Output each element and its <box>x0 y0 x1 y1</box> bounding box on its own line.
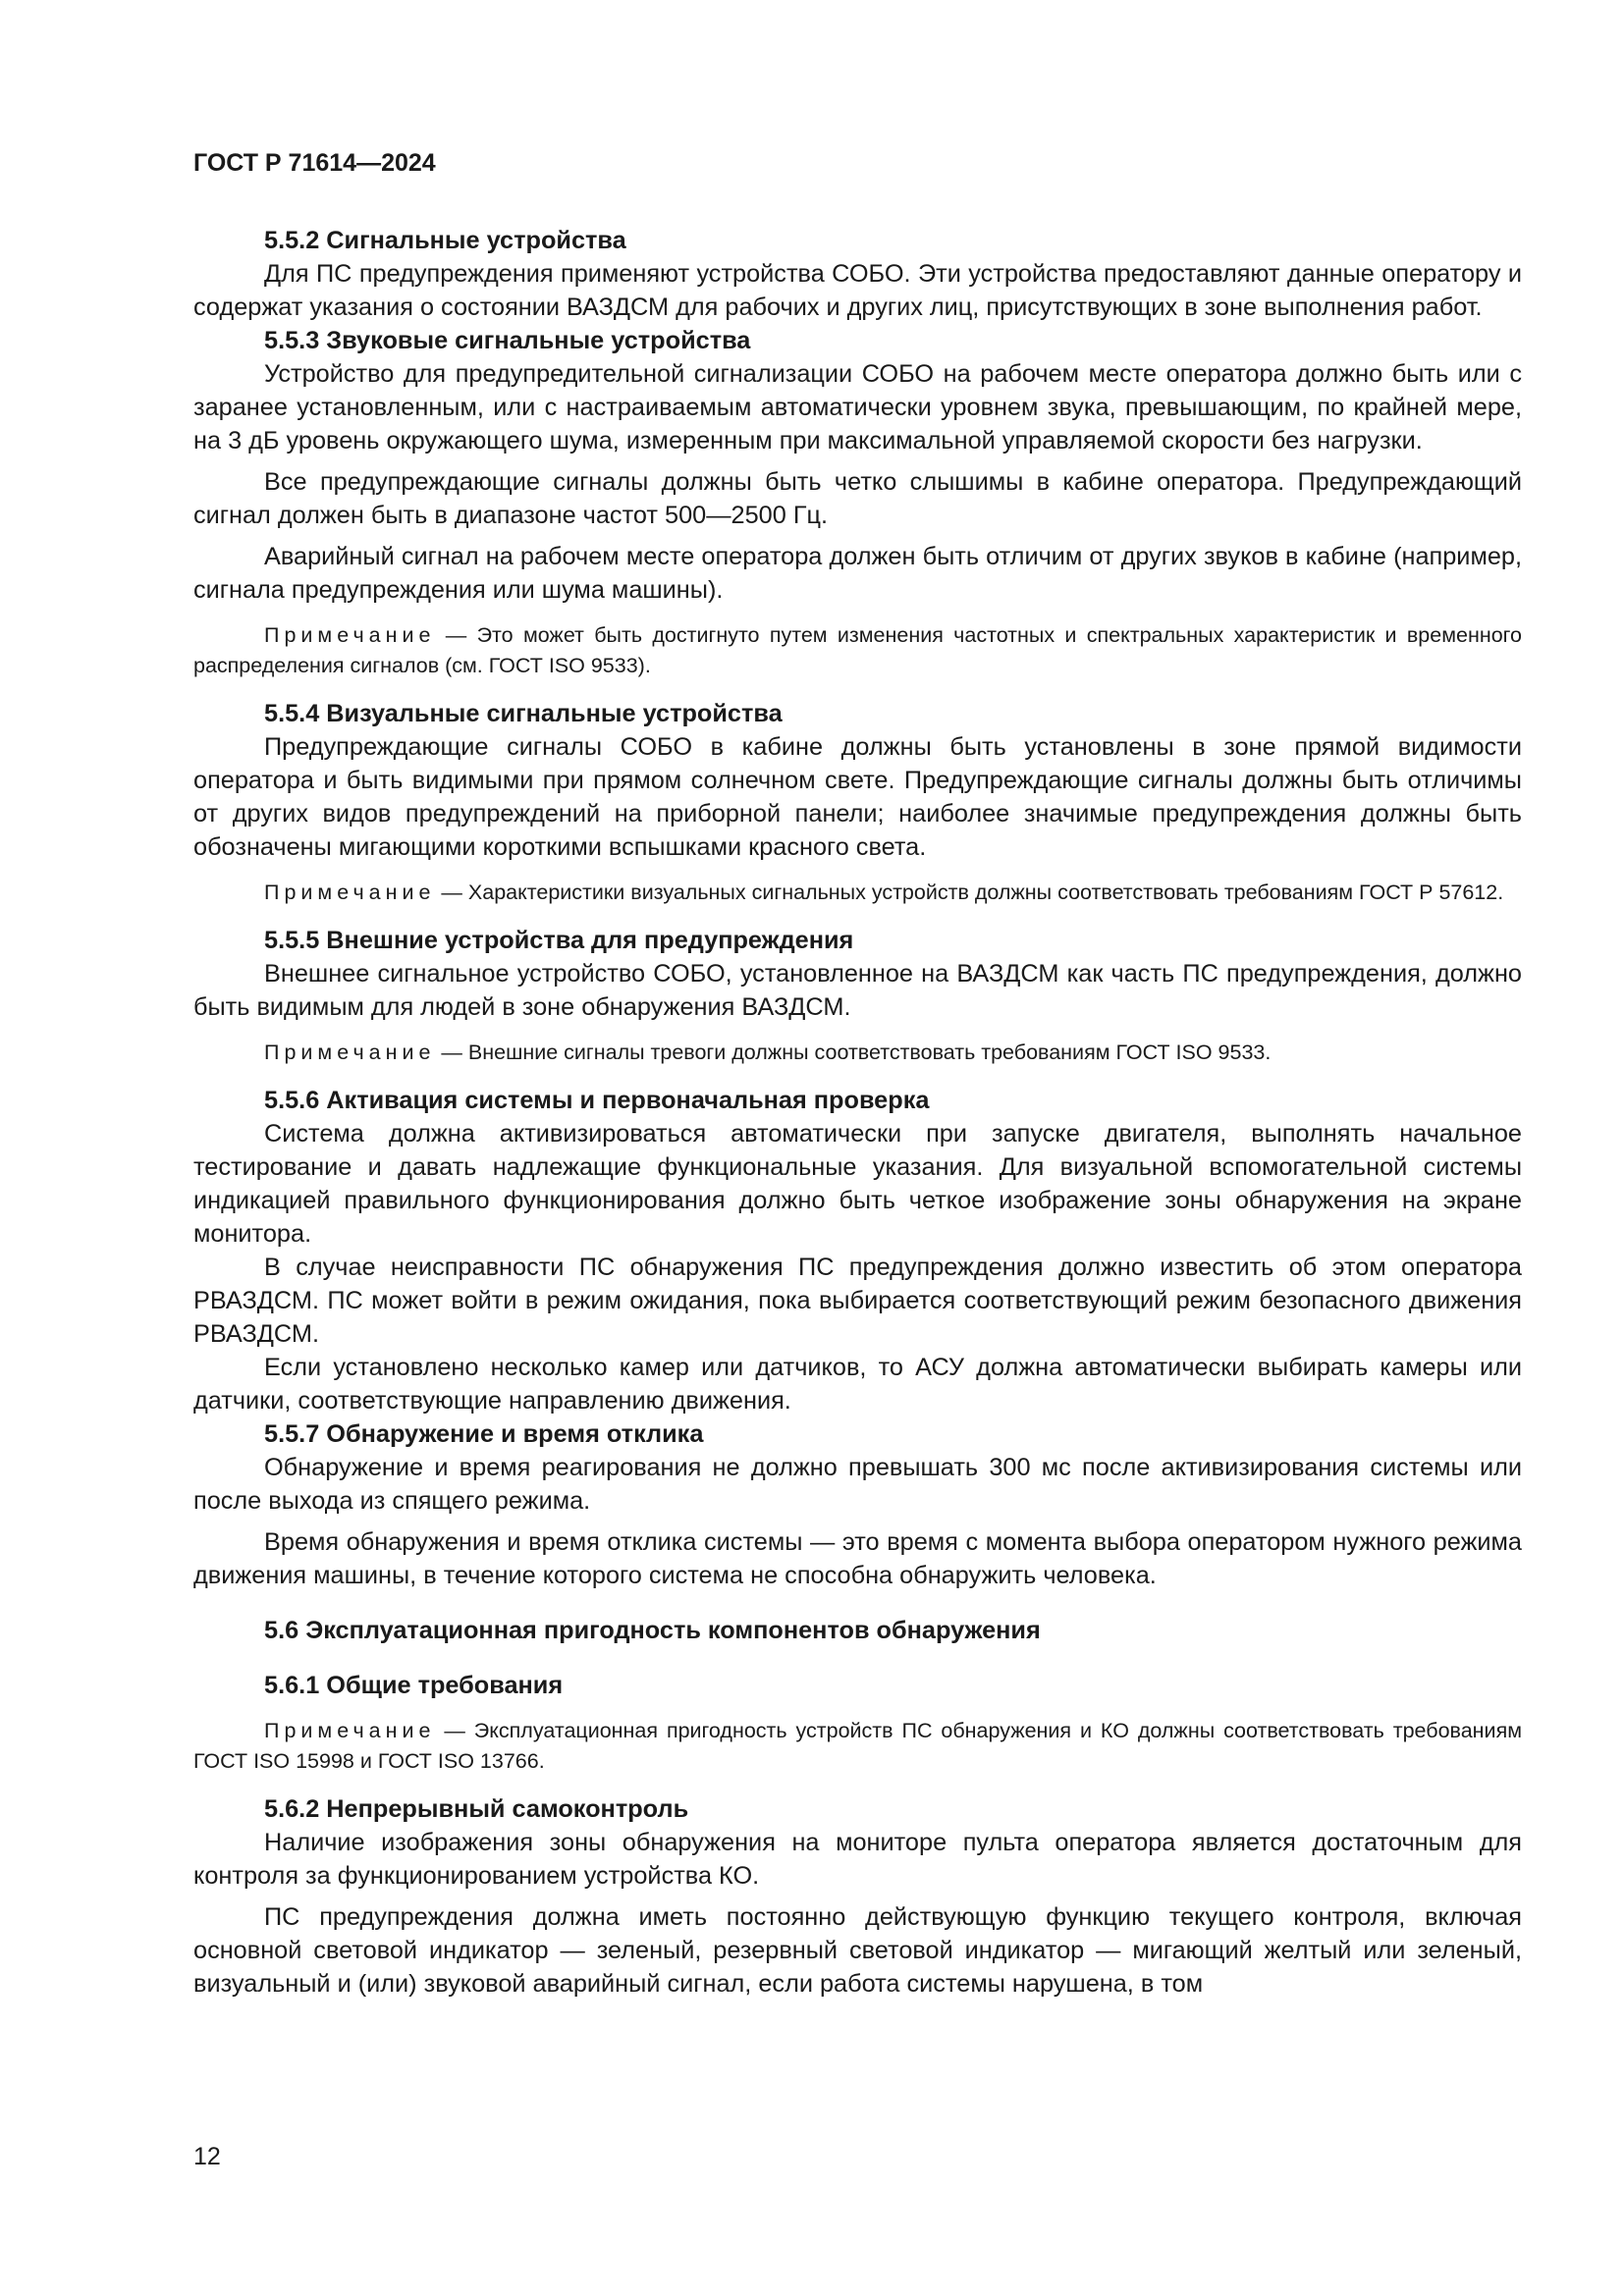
section-5-5-5-heading: 5.5.5 Внешние устройства для предупреждения <box>264 927 854 954</box>
note <box>193 878 1522 908</box>
paragraph: ПС предупреждения должна иметь постоянно действующую функцию текущего контроля, включая основной световой индикатор — зеленый, резервный световой индикатор — мигающий желтый или зеленый, визуальный и (или) звуковой аварийный сигнал, если работа системы нарушена, в том <box>193 1903 1522 1998</box>
paragraph: Устройство для предупредительной сигнализации СОБО на рабочем месте оператора должно быть или с заранее установленным, или с настраиваемым автоматически уровнем звука, превышающим, по крайней мере, на 3 дБ уровень окружающего шума, измеренным при максимальной управляемой скорости без нагрузки. <box>193 360 1522 454</box>
note-label: Примечание <box>264 1041 436 1064</box>
page-body <box>193 224 1522 2001</box>
note-label: Примечание <box>264 623 436 647</box>
note <box>193 1038 1522 1068</box>
paragraph: Предупреждающие сигналы СОБО в кабине должны быть установлены в зоне прямой видимости оператора и быть видимыми при прямом солнечном свете. Предупреждающие сигналы должны быть отличимы от других видов предупреждений на приборной панели; наиболее значимые предупреждения должны быть обозначены мигающими короткими вспышками красного света. <box>193 733 1522 861</box>
paragraph: Аварийный сигнал на рабочем месте оператора должен быть отличим от других звуков в кабине (например, сигнала предупреждения или шума машины). <box>193 543 1522 604</box>
section-5-5-2-heading: 5.5.2 Сигнальные устройства <box>264 227 626 254</box>
note-label: Примечание <box>264 881 436 904</box>
paragraph: В случае неисправности ПС обнаружения ПС предупреждения должно известить об этом оператора РВАЗДСМ. ПС может войти в режим ожидания, пока выбирается соответствующий режим безопасного движения РВАЗДСМ. <box>193 1254 1522 1348</box>
note-text: — Внешние сигналы тревоги должны соответствовать требованиям ГОСТ ISO 9533. <box>435 1041 1272 1064</box>
section-5-6-2-heading: 5.6.2 Непрерывный самоконтроль <box>264 1795 689 1823</box>
section-5-6-heading: 5.6 Эксплуатационная пригодность компонентов обнаружения <box>264 1617 1041 1644</box>
paragraph: Внешнее сигнальное устройство СОБО, установленное на ВАЗДСМ как часть ПС предупреждения, должно быть видимым для людей в зоне обнаружения ВАЗДСМ. <box>193 960 1522 1021</box>
paragraph: Если установлено несколько камер или датчиков, то АСУ должна автоматически выбирать камеры или датчики, соответствующие направлению движения. <box>193 1354 1522 1415</box>
paragraph: Обнаружение и время реагирования не должно превышать 300 мс после активизирования системы или после выхода из спящего режима. <box>193 1454 1522 1515</box>
section-5-5-4-heading: 5.5.4 Визуальные сигнальные устройства <box>264 700 783 727</box>
paragraph: Все предупреждающие сигналы должны быть четко слышимы в кабине оператора. Предупреждающий сигнал должен быть в диапазоне частот 500—2500 Гц. <box>193 468 1522 529</box>
paragraph: Система должна активизироваться автоматически при запуске двигателя, выполнять начальное тестирование и давать надлежащие функциональные указания. Для визуальной вспомогательной системы индикацией правильного функционирования должно быть четкое изображение зоны обнаружения на экране монитора. <box>193 1120 1522 1248</box>
page-number: 12 <box>193 2143 221 2170</box>
paragraph: Время обнаружения и время отклика системы — это время с момента выбора оператором нужного режима движения машины, в течение которого система не способна обнаружить человека. <box>193 1528 1522 1589</box>
section-5-5-3-heading: 5.5.3 Звуковые сигнальные устройства <box>264 327 751 354</box>
section-5-5-7-heading: 5.5.7 Обнаружение и время отклика <box>264 1420 704 1448</box>
note-label: Примечание <box>264 1719 436 1742</box>
note-text: — Характеристики визуальных сигнальных устройств должны соответствовать требованиям ГОСТ Р 57612. <box>435 881 1504 904</box>
paragraph: Для ПС предупреждения применяют устройства СОБО. Эти устройства предоставляют данные оператору и содержат указания о состоянии ВАЗДСМ для рабочих и других лиц, присутствующих в зоне выполнения работ. <box>193 260 1522 321</box>
document-header: ГОСТ Р 71614—2024 <box>193 149 436 177</box>
section-5-5-6-heading: 5.5.6 Активация системы и первоначальная проверка <box>264 1087 930 1114</box>
note <box>193 1716 1522 1777</box>
note-text: — Это может быть достигнуто путем изменения частотных и спектральных характеристик и временного распределения сигналов (см. ГОСТ ISO 9533). <box>193 623 1522 677</box>
section-5-6-1-heading: 5.6.1 Общие требования <box>264 1672 564 1699</box>
note-text: — Эксплуатационная пригодность устройств ПС обнаружения и КО должны соответствовать требованиям ГОСТ ISO 15998 и ГОСТ ISO 13766. <box>193 1719 1522 1773</box>
paragraph: Наличие изображения зоны обнаружения на мониторе пульта оператора является достаточным для контроля за функционированием устройства КО. <box>193 1829 1522 1890</box>
note <box>193 620 1522 681</box>
